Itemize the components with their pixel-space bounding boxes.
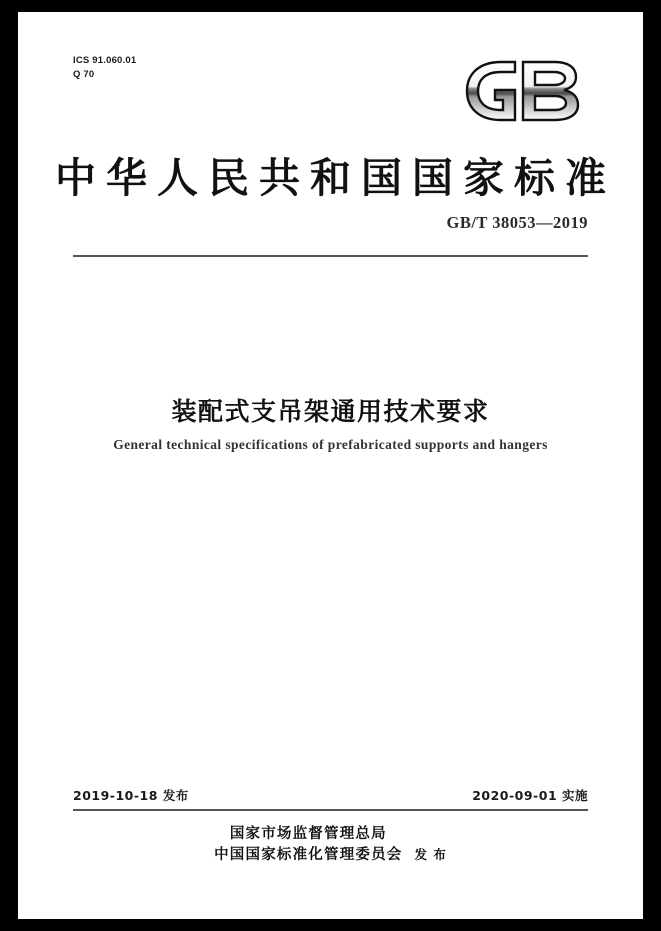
document-title-chinese: 装配式支吊架通用技术要求 [171, 397, 490, 426]
header-divider [73, 255, 588, 257]
gb-logo-icon [457, 52, 587, 130]
publisher-line-1: 国家市场监督管理总局 [229, 826, 387, 842]
publisher-block [18, 824, 643, 865]
issue-date: 2019-10-18 发布 [73, 788, 189, 803]
document-title-english: General technical specifications of prefabricated supports and hangers [113, 437, 548, 452]
publisher-line-2: 中国国家标准化管理委员会 [214, 846, 403, 863]
page-title: 中华人民共和国国家标准 [55, 154, 616, 202]
implementation-date: 2020-09-01 实施 [472, 788, 588, 803]
ccs-code: Q 70 [73, 68, 95, 80]
publisher-names [214, 824, 402, 865]
footer-divider [73, 809, 588, 811]
standard-number: GB/T 38053—2019 [446, 213, 588, 232]
ics-classification-block [73, 54, 136, 82]
ics-code: ICS 91.060.01 [73, 55, 137, 66]
publish-label: 发 布 [414, 847, 447, 863]
standard-cover-page [18, 12, 643, 919]
